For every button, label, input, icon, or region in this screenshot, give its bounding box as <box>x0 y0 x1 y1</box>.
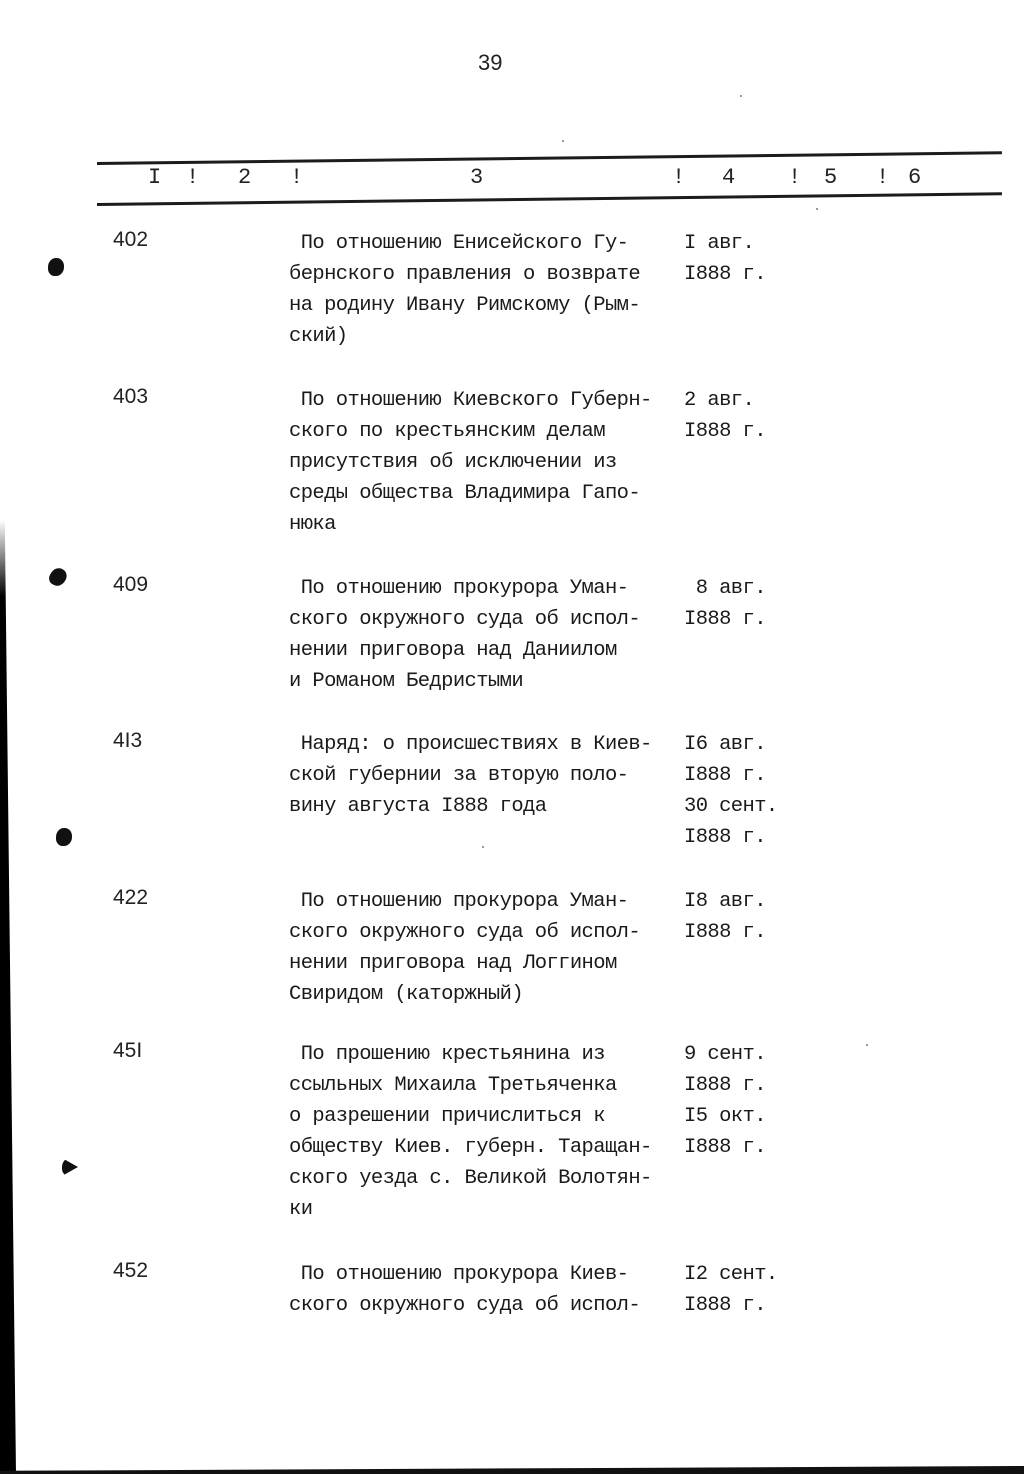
header-rule-bottom <box>97 192 1002 206</box>
punch-hole-mark <box>48 258 64 276</box>
entry-number: 422 <box>113 886 149 909</box>
description-line: среды общества Владимира Гапо- <box>289 482 641 505</box>
page-number: 39 <box>478 50 503 75</box>
date-line: I888 г. <box>684 1294 766 1317</box>
description-line: ский) <box>289 325 348 348</box>
date-line: I авг. <box>684 232 755 255</box>
punch-hole-mark <box>47 565 70 589</box>
entry-dates <box>684 1039 766 1163</box>
description-line: бернского правления о возврате <box>289 263 641 286</box>
description-line: ского окружного суда об испол- <box>289 921 641 944</box>
speck <box>816 208 818 210</box>
date-line: 9 сент. <box>684 1043 766 1066</box>
date-line: I888 г. <box>684 263 766 286</box>
column-separator: ! <box>290 165 304 190</box>
description-line: Наряд: о происшествиях в Киев- <box>289 733 652 756</box>
description-line: Свиридом (каторжный) <box>289 983 524 1006</box>
entry-number: 45I <box>113 1039 143 1062</box>
entry-dates <box>684 886 766 948</box>
date-line: I888 г. <box>684 1136 766 1159</box>
description-line: По отношению Енисейского Гу- <box>289 232 629 255</box>
description-line: ссыльных Михаила Третьяченка <box>289 1074 617 1097</box>
column-separator: ! <box>788 165 802 190</box>
entry-dates <box>684 1259 778 1321</box>
description-line: По отношению прокурора Киев- <box>289 1263 629 1286</box>
date-line: I2 сент. <box>684 1263 778 1286</box>
entry-number: 452 <box>113 1259 149 1282</box>
scan-edge-shadow <box>0 520 16 1474</box>
date-line: I6 авг. <box>684 733 766 756</box>
column-header-1: I <box>148 165 162 190</box>
description-line: нении приговора над Даниилом <box>289 639 617 662</box>
date-line: 8 авг. <box>684 577 766 600</box>
punch-hole-mark <box>56 828 72 846</box>
entry-number: 403 <box>113 385 149 408</box>
description-line: По отношению Киевского Губерн- <box>289 389 652 412</box>
column-separator: ! <box>672 165 686 190</box>
date-line: I888 г. <box>684 1074 766 1097</box>
entry-description <box>289 1259 689 1321</box>
entry-dates <box>684 385 766 447</box>
column-separator: ! <box>876 165 890 190</box>
date-line: 2 авг. <box>684 389 755 412</box>
entry-number: 409 <box>113 573 149 596</box>
date-line: I888 г. <box>684 608 766 631</box>
date-line: I888 г. <box>684 826 766 849</box>
header-rule-top <box>97 151 1002 165</box>
description-line: ского уезда с. Великой Волотян- <box>289 1167 652 1190</box>
entry-number: 4I3 <box>113 729 143 752</box>
speck <box>866 1044 868 1046</box>
column-header-3: 3 <box>470 165 484 190</box>
punch-hole-mark <box>62 1158 78 1176</box>
description-line: присутствия об исключении из <box>289 451 617 474</box>
description-line: По прошению крестьянина из <box>289 1043 605 1066</box>
description-line: нюка <box>289 513 336 536</box>
entry-dates <box>684 729 778 853</box>
speck <box>740 95 742 97</box>
entry-dates <box>684 573 766 635</box>
description-line: ского по крестьянским делам <box>289 420 605 443</box>
entry-number: 402 <box>113 228 149 251</box>
entry-dates <box>684 228 766 290</box>
entry-description <box>289 729 689 822</box>
description-line: обществу Киев. губерн. Таращан- <box>289 1136 652 1159</box>
description-line: ки <box>289 1198 313 1221</box>
column-header-6: 6 <box>908 165 922 190</box>
column-separator: ! <box>186 165 200 190</box>
description-line: нении приговора над Логгином <box>289 952 617 975</box>
entry-description <box>289 228 689 352</box>
description-line: ской губернии за вторую поло- <box>289 764 629 787</box>
entry-description <box>289 573 689 697</box>
speck <box>482 846 484 848</box>
date-line: I888 г. <box>684 420 766 443</box>
description-line: ского окружного суда об испол- <box>289 1294 641 1317</box>
entry-description <box>289 1039 689 1225</box>
column-header-4: 4 <box>722 165 736 190</box>
date-line: I8 авг. <box>684 890 766 913</box>
description-line: ского окружного суда об испол- <box>289 608 641 631</box>
entry-description <box>289 385 689 540</box>
description-line: По отношению прокурора Уман- <box>289 890 629 913</box>
description-line: и Романом Бедристыми <box>289 670 524 693</box>
description-line: о разрешении причислиться к <box>289 1105 605 1128</box>
scan-bottom-shadow <box>0 1466 1024 1474</box>
column-header-5: 5 <box>824 165 838 190</box>
description-line: на родину Ивану Римскому (Рым- <box>289 294 641 317</box>
date-line: I5 окт. <box>684 1105 766 1128</box>
column-header-2: 2 <box>238 165 252 190</box>
description-line: вину августа I888 года <box>289 795 547 818</box>
description-line: По отношению прокурора Уман- <box>289 577 629 600</box>
date-line: I888 г. <box>684 764 766 787</box>
entry-description <box>289 886 689 1010</box>
date-line: 30 сент. <box>684 795 778 818</box>
date-line: I888 г. <box>684 921 766 944</box>
speck <box>562 140 564 142</box>
